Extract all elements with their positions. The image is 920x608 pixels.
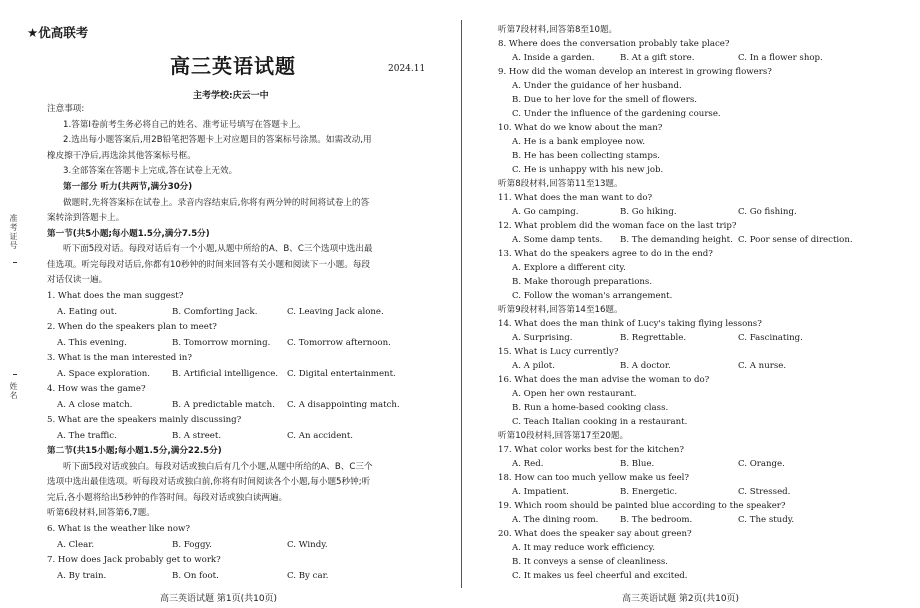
option-b: B. Foggy. bbox=[172, 540, 212, 550]
option-b: B. Make thorough preparations. bbox=[512, 277, 653, 287]
option-c: C. Leaving Jack alone. bbox=[287, 307, 384, 317]
notice-item: 2.选出每小题答案后,用2B铅笔把答题卡上对应题目的答案标号涂黑。如需改动,用 bbox=[63, 135, 372, 145]
part-intro: 案转涂到答题卡上。 bbox=[47, 213, 125, 223]
question-text: 10. What do we know about the man? bbox=[498, 123, 663, 133]
page-footer: 高三英语试题 第2页(共10页) bbox=[622, 594, 740, 604]
option-c: C. The study. bbox=[738, 515, 795, 525]
option-a: A. Space exploration. bbox=[57, 369, 151, 379]
option-a: A. Surprising. bbox=[512, 333, 573, 343]
option-b: B. The bedroom. bbox=[620, 515, 693, 525]
option-b: B. A doctor. bbox=[620, 361, 671, 371]
option-b: B. Regrettable. bbox=[620, 333, 687, 343]
part-intro: 做题时,先将答案标在试卷上。录音内容结束后,你将有两分钟的时间将试卷上的答 bbox=[63, 198, 370, 208]
option-a: A. Inside a garden. bbox=[512, 53, 595, 63]
exam-number-label: 准考证号 bbox=[9, 214, 18, 250]
option-c: C. By car. bbox=[287, 571, 329, 581]
material-instruction: 听第8段材料,回答第11至13题。 bbox=[498, 179, 623, 189]
option-b: B. Go hiking. bbox=[620, 207, 677, 217]
notice-item: 1.答第Ⅰ卷前考生务必将自己的姓名、准考证号填写在答题卡上。 bbox=[63, 120, 306, 130]
section-heading: 第二节(共15小题;每小题1.5分,满分22.5分) bbox=[47, 446, 222, 456]
question-text: 19. Which room should be painted blue according to the speaker? bbox=[498, 501, 786, 511]
option-c: C. Follow the woman's arrangement. bbox=[512, 291, 673, 301]
question-text: 3. What is the man interested in? bbox=[47, 353, 192, 363]
question-text: 17. What color works best for the kitchen? bbox=[498, 445, 684, 455]
binding-tick bbox=[13, 262, 17, 263]
option-b: B. The demanding height. bbox=[620, 235, 733, 245]
option-c: C. An accident. bbox=[287, 431, 354, 441]
option-b: B. Blue. bbox=[620, 459, 655, 469]
question-text: 12. What problem did the woman face on the last trip? bbox=[498, 221, 737, 231]
section-heading: 第一节(共5小题;每小题1.5分,满分7.5分) bbox=[47, 229, 210, 239]
option-c: C. Under the influence of the gardening course. bbox=[512, 109, 721, 119]
option-a: A. It may reduce work efficiency. bbox=[512, 543, 655, 553]
section-intro: 对话仅读一遍。 bbox=[47, 275, 108, 285]
option-b: B. On foot. bbox=[172, 571, 219, 581]
option-a: A. Go camping. bbox=[512, 207, 579, 217]
option-a: A. Impatient. bbox=[512, 487, 569, 497]
part-heading: 第一部分 听力(共两节,满分30分) bbox=[63, 182, 193, 192]
option-c: C. He is unhappy with his new job. bbox=[512, 165, 664, 175]
question-text: 2. When do the speakers plan to meet? bbox=[47, 322, 217, 332]
page-title: 高三英语试题 bbox=[170, 54, 296, 78]
option-c: C. Digital entertainment. bbox=[287, 369, 396, 379]
option-b: B. Energetic. bbox=[620, 487, 678, 497]
option-b: B. At a gift store. bbox=[620, 53, 695, 63]
option-c: C. It makes us feel cheerful and excited. bbox=[512, 571, 688, 581]
option-c: C. Poor sense of direction. bbox=[738, 235, 853, 245]
section-intro: 完后,各小题将给出5秒钟的作答时间。每段对话或独白读两遍。 bbox=[47, 493, 288, 503]
option-b: B. Comforting Jack. bbox=[172, 307, 258, 317]
material-instruction: 听第9段材料,回答第14至16题。 bbox=[498, 305, 623, 315]
section-intro: 佳选项。听完每段对话后,你都有10秒钟的时间来回答有关小题和阅读下一小题。每段 bbox=[47, 260, 371, 270]
option-a: A. Under the guidance of her husband. bbox=[512, 81, 682, 91]
option-b: B. A street. bbox=[172, 431, 222, 441]
binding-tick bbox=[13, 374, 17, 375]
option-c: C. Orange. bbox=[738, 459, 785, 469]
question-text: 9. How did the woman develop an interest in growing flowers? bbox=[498, 67, 772, 77]
option-a: A. He is a bank employee now. bbox=[512, 137, 646, 147]
exam-tag: ★优高联考 bbox=[27, 25, 89, 40]
name-label: 姓名 bbox=[9, 382, 18, 400]
material-instruction: 听第10段材料,回答第17至20题。 bbox=[498, 431, 629, 441]
option-a: A. This evening. bbox=[57, 338, 127, 348]
option-a: A. Open her own restaurant. bbox=[512, 389, 637, 399]
question-text: 1. What does the man suggest? bbox=[47, 291, 184, 301]
question-text: 8. Where does the conversation probably take place? bbox=[498, 39, 730, 49]
option-b: B. He has been collecting stamps. bbox=[512, 151, 660, 161]
option-b: B. A predictable match. bbox=[172, 400, 275, 410]
question-text: 6. What is the weather like now? bbox=[47, 524, 190, 534]
material-instruction: 听第6段材料,回答第6,7题。 bbox=[47, 508, 155, 518]
section-intro: 听下面5段对话。每段对话后有一个小题,从题中所给的A、B、C三个选项中选出最 bbox=[63, 244, 373, 254]
page-footer: 高三英语试题 第1页(共10页) bbox=[160, 594, 278, 604]
option-b: B. It conveys a sense of cleanliness. bbox=[512, 557, 668, 567]
section-intro: 听下面5段对话或独白。每段对话或独白后有几个小题,从题中所给的A、B、C三个 bbox=[63, 462, 373, 472]
question-text: 18. How can too much yellow make us feel? bbox=[498, 473, 690, 483]
option-a: A. Explore a different city. bbox=[512, 263, 626, 273]
notice-item: 3.全部答案在答题卡上完成,答在试卷上无效。 bbox=[63, 166, 238, 176]
option-c: C. Teach Italian cooking in a restaurant. bbox=[512, 417, 688, 427]
option-c: C. Stressed. bbox=[738, 487, 791, 497]
question-text: 15. What is Lucy currently? bbox=[498, 347, 619, 357]
option-a: A. Eating out. bbox=[57, 307, 117, 317]
page-divider bbox=[461, 20, 462, 588]
option-a: A. By train. bbox=[57, 571, 107, 581]
option-b: B. Run a home-based cooking class. bbox=[512, 403, 669, 413]
option-c: C. In a flower shop. bbox=[738, 53, 823, 63]
option-a: A. Red. bbox=[512, 459, 544, 469]
question-text: 4. How was the game? bbox=[47, 384, 146, 394]
option-c: C. Windy. bbox=[287, 540, 328, 550]
question-text: 13. What do the speakers agree to do in the end? bbox=[498, 249, 713, 259]
option-c: C. A nurse. bbox=[738, 361, 787, 371]
question-text: 14. What does the man think of Lucy's taking flying lessons? bbox=[498, 319, 762, 329]
option-a: A. The traffic. bbox=[57, 431, 117, 441]
option-b: B. Artificial intelligence. bbox=[172, 369, 279, 379]
question-text: 16. What does the man advise the woman to do? bbox=[498, 375, 710, 385]
option-a: A. A close match. bbox=[57, 400, 133, 410]
section-intro: 选项中选出最佳选项。听每段对话或独白前,你将有时间阅读各个小题,每小题5秒钟;听 bbox=[47, 477, 371, 487]
right-page bbox=[490, 0, 910, 608]
host-school: 主考学校:庆云一中 bbox=[193, 91, 269, 101]
question-text: 11. What does the man want to do? bbox=[498, 193, 653, 203]
exam-date: 2024.11 bbox=[388, 64, 426, 74]
option-c: C. Fascinating. bbox=[738, 333, 803, 343]
notice-heading: 注意事项: bbox=[47, 104, 85, 114]
option-a: A. Clear. bbox=[57, 540, 95, 550]
notice-item: 橡皮擦干净后,再选涂其他答案标号框。 bbox=[47, 151, 196, 161]
option-a: A. Some damp tents. bbox=[512, 235, 603, 245]
option-a: A. A pilot. bbox=[512, 361, 555, 371]
option-c: C. Tomorrow afternoon. bbox=[287, 338, 391, 348]
question-text: 7. How does Jack probably get to work? bbox=[47, 555, 221, 565]
question-text: 20. What does the speaker say about green? bbox=[498, 529, 692, 539]
option-a: A. The dining room. bbox=[512, 515, 599, 525]
option-c: C. A disappointing match. bbox=[287, 400, 400, 410]
option-b: B. Tomorrow morning. bbox=[172, 338, 271, 348]
question-text: 5. What are the speakers mainly discussing? bbox=[47, 415, 242, 425]
material-instruction: 听第7段材料,回答第8至10题。 bbox=[498, 25, 618, 35]
left-page bbox=[20, 0, 435, 608]
option-b: B. Due to her love for the smell of flowers. bbox=[512, 95, 697, 105]
option-c: C. Go fishing. bbox=[738, 207, 797, 217]
